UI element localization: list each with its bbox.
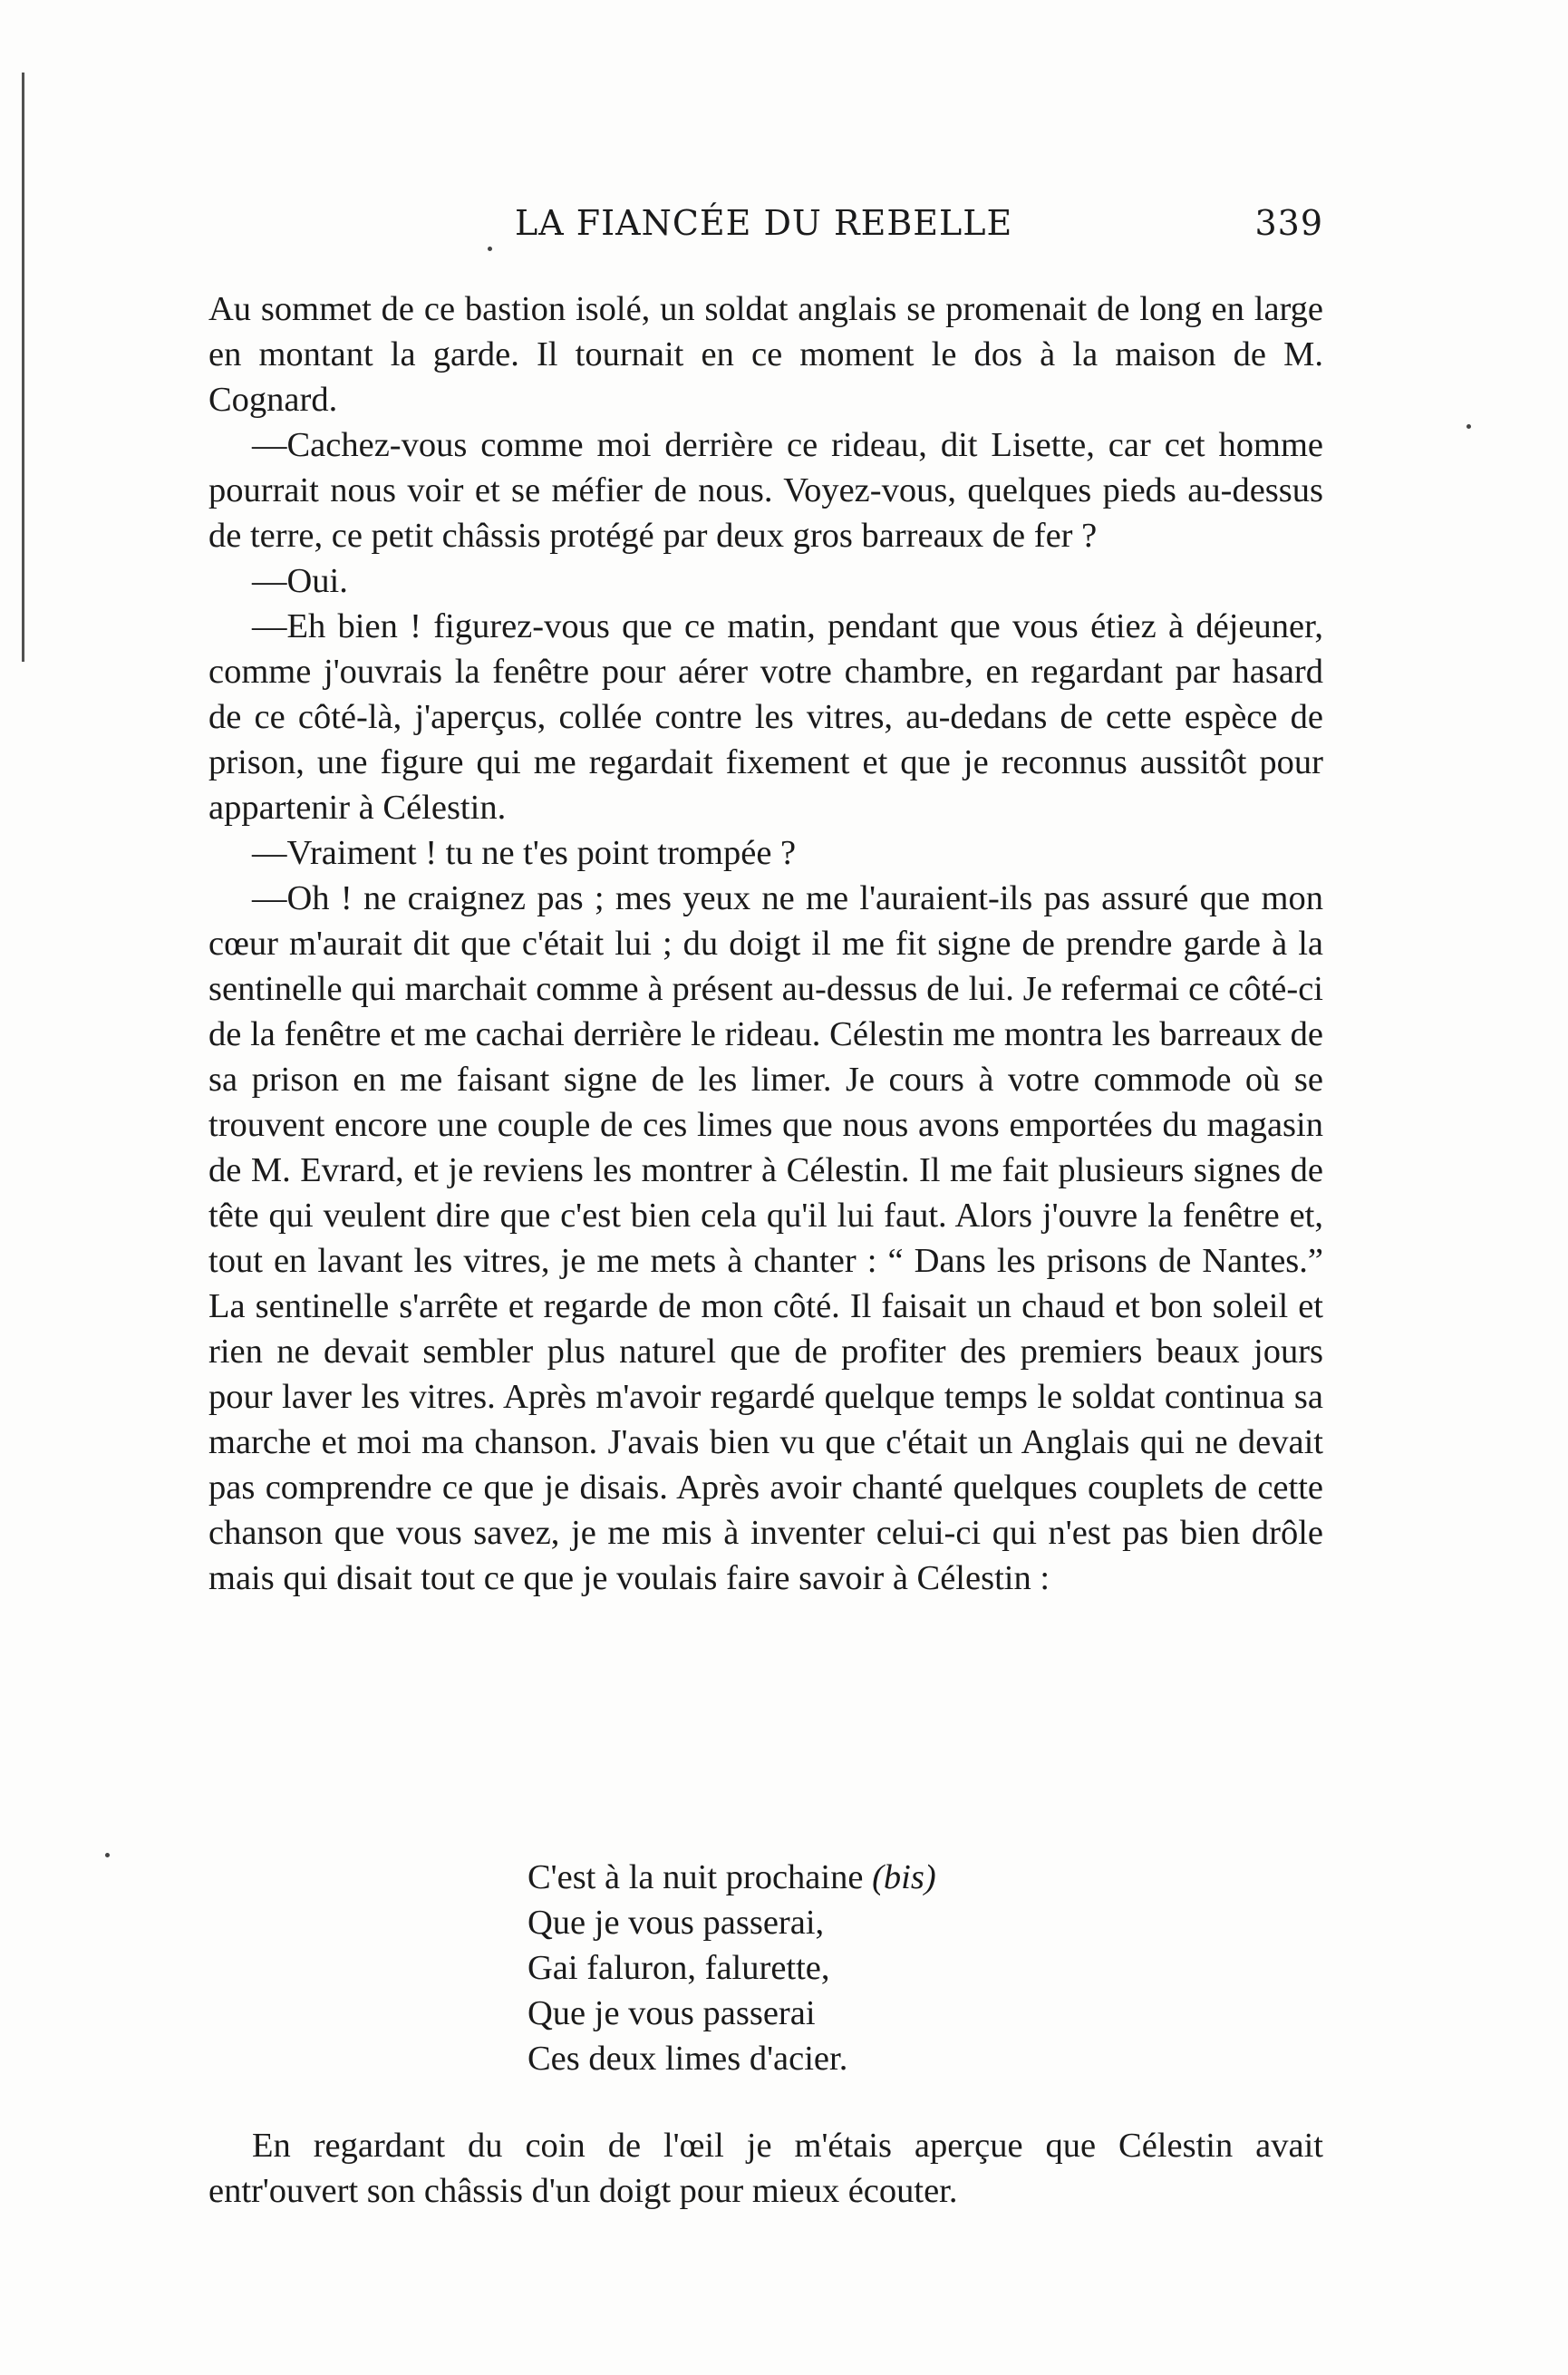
verse-line [528, 1855, 936, 1900]
verse-line-text: C'est à la nuit prochaine [528, 1858, 864, 1896]
paragraph: —Oh ! ne craignez pas ; mes yeux ne me l'auraient-ils pas assuré que mon cœur m'aurait dit que c'était lui ; du doigt il me fit signe de prendre garde à la sentinelle qui marchait comme à présent au-dessus de lui. Je refermai ce côté-ci de la fenêtre et me cachai derrière le rideau. Célestin me montra les barreaux de sa prison en me faisant signe de les limer. Je cours à votre commode où se trouvent encore une couple de ces limes que nous avons emportées du magasin de M. Evrard, et je reviens les montrer à Célestin. Il me fait plusieurs signes de tête qui veulent dire que c'est bien cela qu'il lui faut. Alors j'ouvre la fenêtre et, tout en lavant les vitres, je me mets à chanter : “ Dans les prisons de Nantes.” La sentinelle s'arrête et regarde de mon côté. Il faisait un chaud et bon soleil et rien ne devait sembler plus naturel que de profiter des premiers beaux jours pour laver les vitres. Après m'avoir regardé quelque temps le soldat continua sa marche et moi ma chanson. J'avais bien vu que c'était un Anglais qui ne devait pas comprendre ce que je disais. Après avoir chanté quelques couplets de cette chanson que vous savez, je me mis à inventer celui-ci qui n'est pas bien drôle mais qui disait tout ce que je voulais faire savoir à Célestin : [208, 879, 1323, 1597]
verse-line: Que je vous passerai [528, 1994, 816, 2032]
print-speck [488, 247, 492, 251]
paragraph: Au sommet de ce bastion isolé, un soldat anglais se promenait de long en large en montant la garde. Il tournait en ce moment le dos à la maison de M. Cognard. [208, 290, 1323, 419]
print-speck [105, 1853, 110, 1857]
paragraph: En regardant du coin de l'œil je m'étais aperçue que Célestin avait entr'ouvert son châssis d'un doigt pour mieux écouter. [208, 2127, 1323, 2210]
binding-edge-line [22, 73, 24, 662]
body-text [208, 286, 1323, 1601]
print-speck [1466, 424, 1471, 429]
paragraph: —Cachez-vous comme moi derrière ce rideau, dit Lisette, car cet homme pourrait nous voir et se méfier de nous. Voyez-vous, quelques pieds au-dessus de terre, ce petit châssis protégé par deux gros barreaux de fer ? [208, 426, 1323, 555]
page-number: 339 [1254, 203, 1323, 243]
paragraph: —Vraiment ! tu ne t'es point trompée ? [252, 834, 797, 872]
running-title: LA FIANCÉE DU REBELLE [515, 203, 1013, 243]
paragraph: —Eh bien ! figurez-vous que ce matin, pendant que vous étiez à déjeuner, comme j'ouvrais la fenêtre pour aérer votre chambre, en regardant par hasard de ce côté-là, j'aperçus, collée contre les vitres, au-dedans de cette espèce de prison, une figure qui me regardait fixement et que je reconnus aussitôt pour appartenir à Célestin. [208, 607, 1323, 827]
verse-note: (bis) [872, 1858, 936, 1896]
verse-line: Ces deux limes d'acier. [528, 2040, 848, 2078]
closing-text [208, 2123, 1323, 2214]
running-header [261, 203, 1323, 254]
song-verse [528, 1855, 936, 2081]
verse-line: Que je vous passerai, [528, 1904, 825, 1942]
verse-line: Gai faluron, falurette, [528, 1949, 830, 1987]
paragraph: —Oui. [252, 562, 348, 600]
